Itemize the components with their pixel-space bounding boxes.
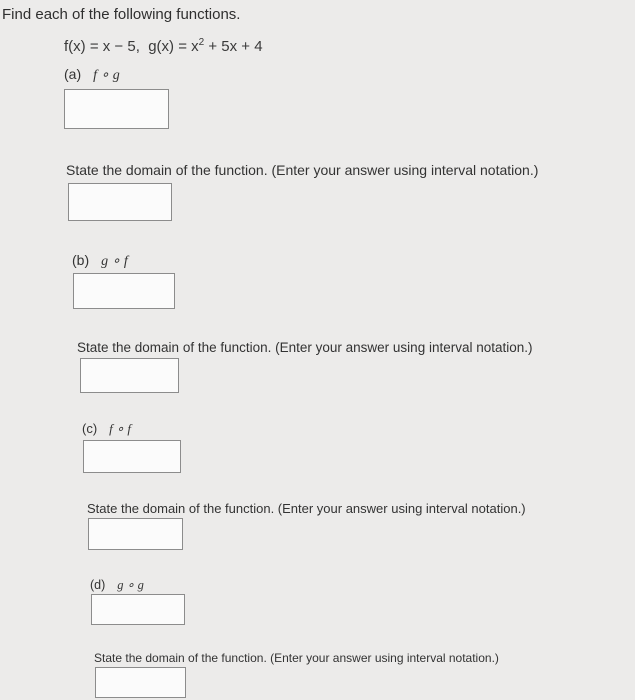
part-c-answer-input[interactable] <box>83 440 181 473</box>
part-b-domain-input[interactable] <box>80 358 179 393</box>
part-b-domain-prompt: State the domain of the function. (Enter your answer using interval notation.) <box>77 340 533 355</box>
part-a-answer-input[interactable] <box>64 89 169 129</box>
part-a-label: (a) f ∘ g <box>64 66 120 83</box>
part-c-domain-input[interactable] <box>88 518 183 550</box>
function-definitions <box>64 37 263 55</box>
part-c-label: (c) f ∘ f <box>82 421 132 436</box>
part-d-label: (d) g ∘ g <box>90 578 144 592</box>
f-definition: f(x) = x − 5, <box>64 38 140 55</box>
part-d-domain-input[interactable] <box>95 667 186 698</box>
part-c-domain-prompt: State the domain of the function. (Enter your answer using interval notation.) <box>87 501 526 516</box>
part-b-label: (b) g ∘ f <box>72 252 128 269</box>
part-d-answer-input[interactable] <box>91 594 185 625</box>
part-a-domain-prompt: State the domain of the function. (Enter your answer using interval notation.) <box>66 162 539 178</box>
part-b-answer-input[interactable] <box>73 273 175 309</box>
g-definition: $g(x) = x^2 + 5x + 4$ <box>148 37 263 55</box>
part-d-domain-prompt: State the domain of the function. (Enter your answer using interval notation.) <box>94 651 499 665</box>
question-title: Find each of the following functions. <box>2 6 241 23</box>
part-a-domain-input[interactable] <box>68 183 172 221</box>
